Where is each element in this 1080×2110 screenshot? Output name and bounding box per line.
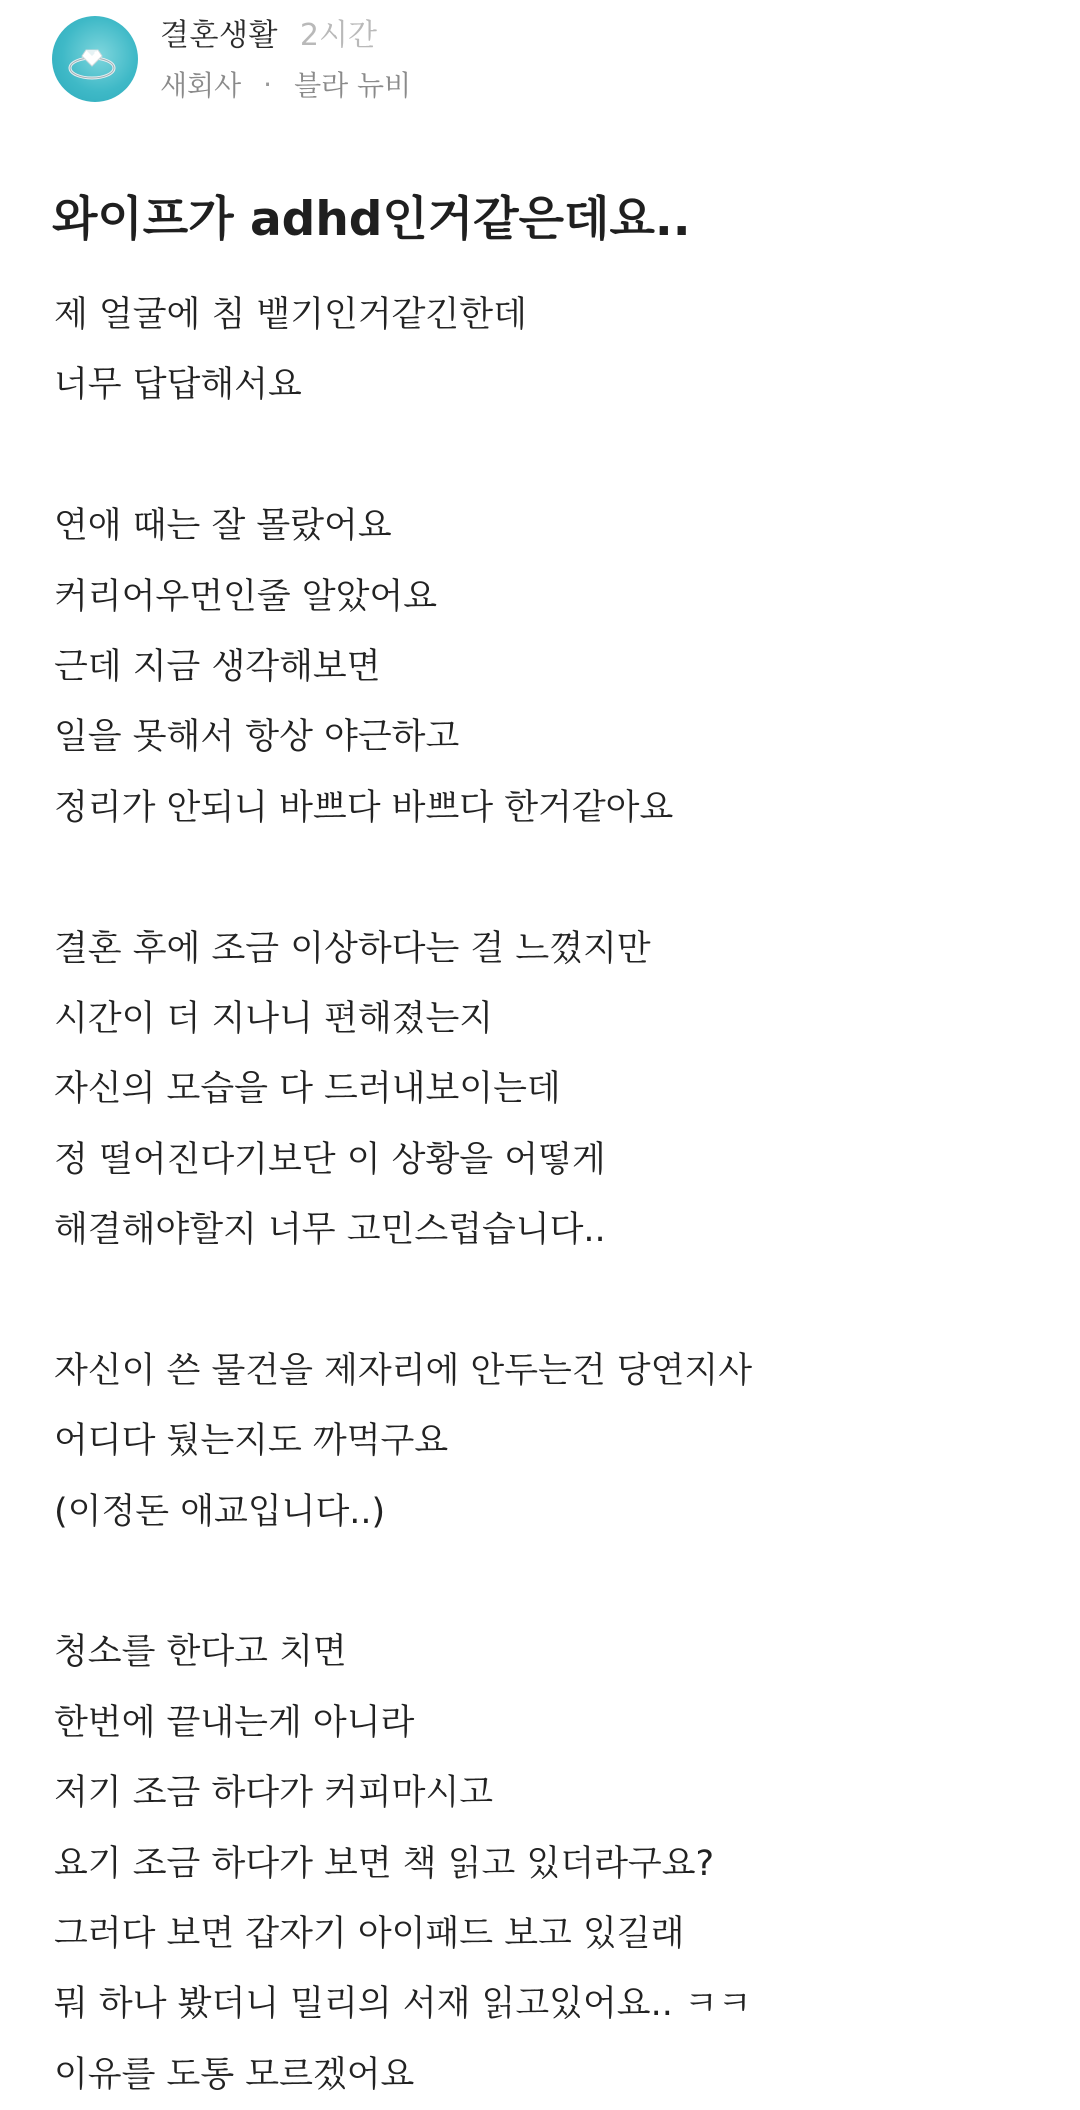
post-body-line: 요기 조금 하다가 보면 책 읽고 있더라구요? <box>54 1843 715 1884</box>
post-body-line: 해결해야할지 너무 고민스럽습니다.. <box>54 1210 606 1251</box>
post-body-line: 어디다 뒀는지도 까먹구요 <box>54 1421 449 1462</box>
board-avatar[interactable] <box>52 16 138 102</box>
engagement-ring-icon <box>52 16 138 102</box>
post-body-line: 정 떨어진다기보단 이 상황을 어떻게 <box>54 1139 606 1180</box>
post-body-line: 자신의 모습을 다 드러내보이는데 <box>54 1069 561 1110</box>
post-body-line: (이정돈 애교입니다..) <box>54 1491 386 1532</box>
post-body-line: 이유를 도통 모르겠어요 <box>54 2054 415 2095</box>
post-body-line: 시간이 더 지나니 편해졌는지 <box>54 998 494 1039</box>
post-body-line: 일을 못해서 항상 야근하고 <box>54 717 460 758</box>
post-body-line: 근데 지금 생각해보면 <box>54 646 381 687</box>
post-body-line: 한번에 끝내는게 아니라 <box>54 1702 415 1743</box>
post-body-line: 연애 때는 잘 몰랐어요 <box>54 506 392 547</box>
post-body-line: 뭐 하나 봤더니 밀리의 서재 읽고있어요.. ㅋㅋ <box>54 1984 752 2025</box>
author-nickname: 블라 뉴비 <box>294 69 412 102</box>
author-meta <box>160 64 411 104</box>
board-name[interactable]: 결혼생활 <box>160 18 278 53</box>
post-body-line: 저기 조금 하다가 커피마시고 <box>54 1773 494 1814</box>
post-body-line: 정리가 안되니 바쁘다 바쁘다 한거같아요 <box>54 787 674 828</box>
post-body-line <box>54 843 1044 913</box>
post-body-line: 너무 답답해서요 <box>54 365 302 406</box>
post-body-line: 결혼 후에 조금 이상하다는 걸 느꼈지만 <box>54 928 651 969</box>
post-body-line <box>54 1547 1044 1617</box>
post-body-line: 제 얼굴에 침 뱉기인거같긴한데 <box>54 295 527 335</box>
post-body-line <box>54 1265 1044 1335</box>
post-time: 2시간 <box>299 18 377 53</box>
post-header <box>0 0 1080 130</box>
post-body-line <box>54 421 1044 491</box>
post-body-line: 자신이 쓴 물건을 제자리에 안두는건 당연지사 <box>54 1350 753 1391</box>
meta-separator: · <box>263 67 273 101</box>
board-line <box>160 10 377 54</box>
post-body-line: 그러다 보면 갑자기 아이패드 보고 있길래 <box>54 1913 685 1954</box>
author-company: 새회사 <box>160 69 242 102</box>
post-title: 와이프가 adhd인거같은데요.. <box>52 192 691 247</box>
post-body-line: 청소를 한다고 치면 <box>54 1632 347 1673</box>
post-body-line: 커리어우먼인줄 알았어요 <box>54 576 438 617</box>
post-body <box>54 280 1044 2110</box>
